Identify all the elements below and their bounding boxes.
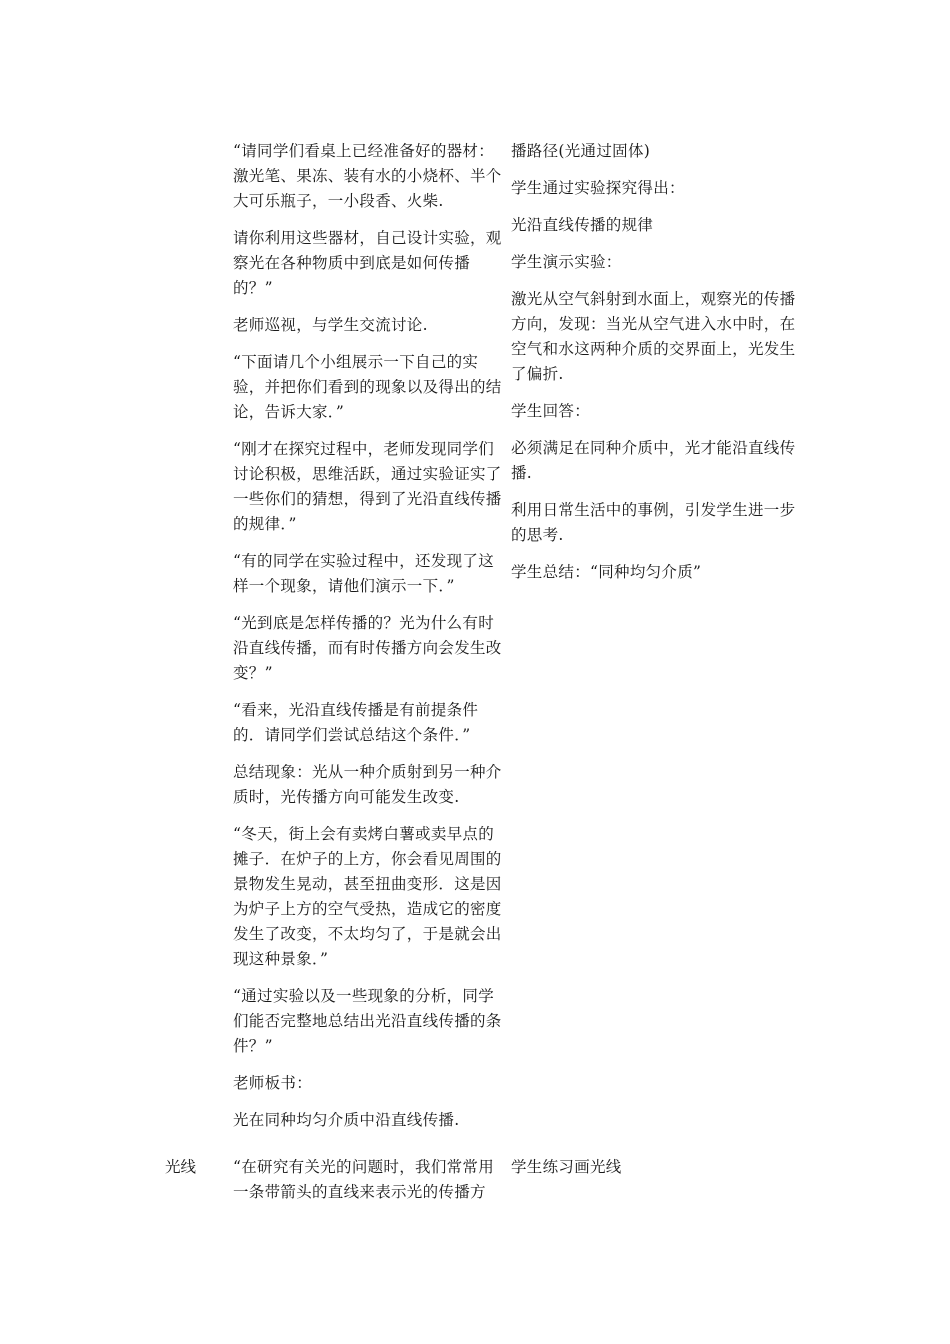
paragraph: 老师板书： — [233, 1074, 313, 1092]
paragraph: 光沿直线传播的规律 — [511, 216, 654, 234]
paragraph: 学生回答： — [511, 402, 591, 420]
paragraph: “看来，光沿直线传播是有前提条件的．请同学们尝试总结这个条件．” — [233, 701, 479, 744]
paragraph: “有的同学在实验过程中，还发现了这样一个现象，请他们演示一下．” — [233, 552, 495, 595]
paragraph: 利用日常生活中的事例，引发学生进一步的思考. — [511, 501, 796, 544]
teacher-activity-row2 — [233, 1155, 509, 1217]
section-label: 光线 — [165, 1158, 197, 1176]
paragraph: 激光从空气斜射到水面上，观察光的传播方向，发现：当光从空气进入水中时，在空气和水这两种介质的交界面上，光发生了偏折. — [511, 290, 796, 383]
paragraph: “冬天，街上会有卖烤白薯或卖早点的摊子．在炉子的上方，你会看见周围的景物发生晃动，甚至扭曲变形．这是因为炉子上方的空气受热，造成它的密度发生了改变，不太均匀了，于是就会出现这种景象．” — [233, 825, 502, 968]
paragraph: 学生通过实验探究得出： — [511, 179, 685, 197]
paragraph: 学生练习画光线 — [511, 1158, 622, 1176]
paragraph: 总结现象：光从一种介质射到另一种介质时，光传播方向可能发生改变. — [233, 763, 502, 806]
paragraph: 请你利用这些器材，自己设计实验，观察光在各种物质中到底是如何传播的？” — [233, 229, 502, 297]
paragraph: 老师巡视，与学生交流讨论. — [233, 316, 428, 334]
paragraph: 播路径(光通过固体) — [511, 142, 651, 160]
paragraph: 学生演示实验： — [511, 253, 622, 271]
student-activity-column — [511, 139, 803, 597]
paragraph: “通过实验以及一些现象的分析，同学们能否完整地总结出光沿直线传播的条件？” — [233, 987, 502, 1055]
student-activity-row2 — [511, 1155, 803, 1192]
paragraph: 学生总结：“同种均匀介质” — [511, 563, 702, 581]
paragraph: “在研究有关光的问题时，我们常常用一条带箭头的直线来表示光的传播方 — [233, 1158, 495, 1201]
paragraph: “下面请几个小组展示一下自己的实验，并把你们看到的现象以及得出的结论，告诉大家．” — [233, 353, 502, 421]
paragraph: 光在同种均匀介质中沿直线传播. — [233, 1111, 460, 1129]
paragraph: “请同学们看桌上已经准备好的器材：激光笔、果冻、装有水的小烧杯、半个大可乐瓶子，一小段香、火柴. — [233, 142, 502, 210]
teacher-activity-column — [233, 139, 509, 1145]
paragraph: “光到底是怎样传播的？光为什么有时沿直线传播，而有时传播方向会发生改变？” — [233, 614, 502, 682]
paragraph: 必须满足在同种介质中，光才能沿直线传播. — [511, 439, 796, 482]
paragraph: “刚才在探究过程中，老师发现同学们讨论积极，思维活跃，通过实验证实了一些你们的猜想，得到了光沿直线传播的规律．” — [233, 440, 502, 533]
